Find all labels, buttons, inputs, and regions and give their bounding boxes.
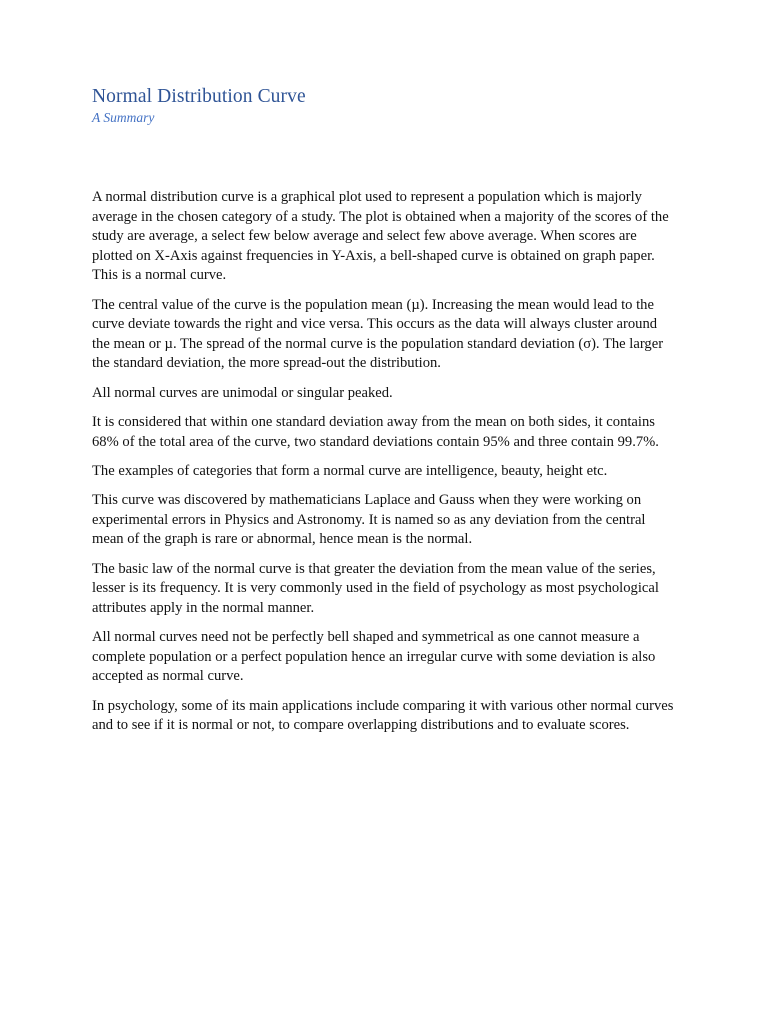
paragraph-irregular-curves: All normal curves need not be perfectly bell shaped and symmetrical as one cannot measure a complete population or a perfect population hence an irregular curve with some deviation is also accepted as normal curve. (92, 629, 656, 685)
document-header (92, 85, 682, 126)
document-title: Normal Distribution Curve (92, 86, 306, 107)
paragraph-basic-law: The basic law of the normal curve is that greater the deviation from the mean value of the series, lesser is its frequency. It is very commonly used in the field of psychology as most psychological attributes apply in the normal manner. (92, 560, 659, 616)
paragraph-intro: A normal distribution curve is a graphical plot used to represent a population which is majorly average in the chosen category of a study. The plot is obtained when a majority of the scores of the study are average, a select few below average and select few above average. When scores are plotted on X-Axis against frequencies in Y-Axis, a bell-shaped curve is obtained on graph paper. This is a normal curve. (92, 189, 669, 284)
document-subtitle: A Summary (92, 110, 155, 125)
paragraph-applications: In psychology, some of its main applications include comparing it with various other normal curves and to see if it is normal or not, to compare overlapping distributions and to evaluate scores. (92, 697, 674, 734)
document-body (92, 188, 678, 745)
paragraph-standard-deviations: It is considered that within one standard deviation away from the mean on both sides, it contains 68% of the total area of the curve, two standard deviations contain 95% and three contain 99.7%. (92, 414, 659, 450)
paragraph-history: This curve was discovered by mathematicians Laplace and Gauss when they were working on experimental errors in Physics and Astronomy. It is named so as any deviation from the central mean of the graph is rare or abnormal, hence mean is the normal. (92, 492, 646, 548)
paragraph-unimodal: All normal curves are unimodal or singular peaked. (92, 384, 393, 401)
paragraph-examples: The examples of categories that form a normal curve are intelligence, beauty, height etc. (92, 462, 608, 479)
paragraph-mean-and-spread: The central value of the curve is the population mean (µ). Increasing the mean would lead to the curve deviate towards the right and vice versa. This occurs as the data will always cluster around the mean or µ. The spread of the normal curve is the population standard deviation (σ). The larger the standard deviation, the more spread-out the distribution. (92, 296, 664, 372)
